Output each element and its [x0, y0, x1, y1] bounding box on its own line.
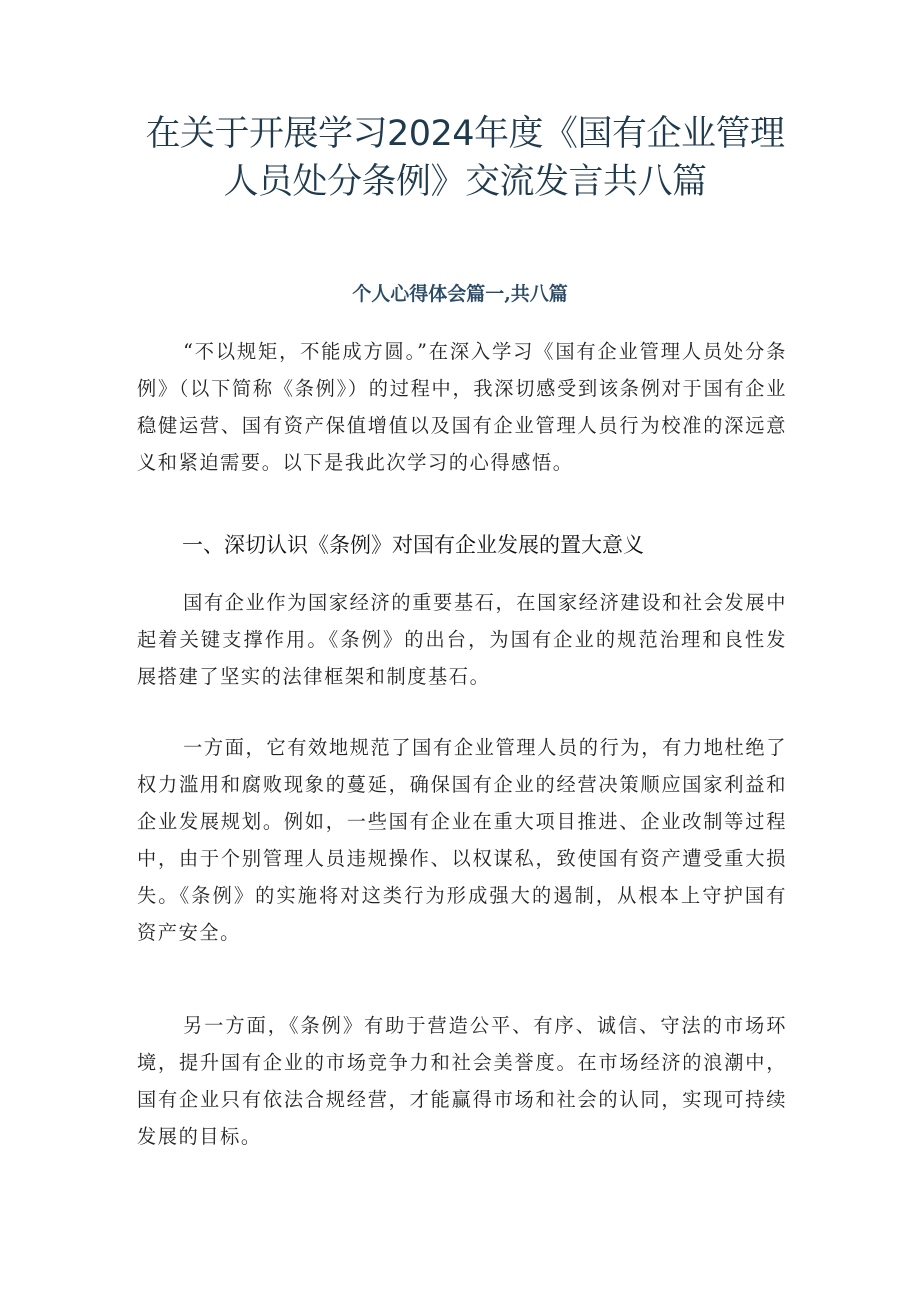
document-title-line-2: 人员处分条例》交流发言共八篇 [223, 162, 707, 202]
document-title [120, 110, 810, 206]
document-subtitle: 个人心得体会篇一,共八篇 [352, 283, 568, 305]
body-paragraph: 另一方面，《条例》有助于营造公平、有序、诚信、守法的市场环境，提升国有企业的市场竞争力和社会美誉度。在市场经济的浪潮中，国有企业只有依法合规经营，才能赢得市场和社会的认同，实现可持续发展的目标。 [137, 1014, 787, 1148]
document-title-line-1: 在关于开展学习2024年度《国有企业管理 [145, 114, 785, 154]
section-heading-1: 一、深切认识《条例》对国有企业发展的置大意义 [182, 533, 644, 557]
intro-paragraph: “不以规矩，不能成方圆。”在深入学习《国有企业管理人员处分条例》（以下简称《条例》）的过程中，我深切感受到该条例对于国有企业稳健运营、国有资产保值增值以及国有企业管理人员行为校准的深远意义和紧迫需要。以下是我此次学习的心得感悟。 [137, 340, 787, 474]
body-paragraph: 一方面，它有效地规范了国有企业管理人员的行为，有力地杜绝了权力滥用和腐败现象的蔓延，确保国有企业的经营决策顺应国家利益和企业发展规划。例如，一些国有企业在重大项目推进、企业改制等过程中，由于个别管理人员违规操作、以权谋私，致使国有资产遭受重大损失。《条例》的实施将对这类行为形成强大的遏制，从根本上守护国有资产安全。 [137, 736, 787, 944]
body-paragraph: 国有企业作为国家经济的重要基石，在国家经济建设和社会发展中起着关键支撑作用。《条例》的出台，为国有企业的规范治理和良性发展搭建了坚实的法律框架和制度基石。 [137, 591, 787, 688]
